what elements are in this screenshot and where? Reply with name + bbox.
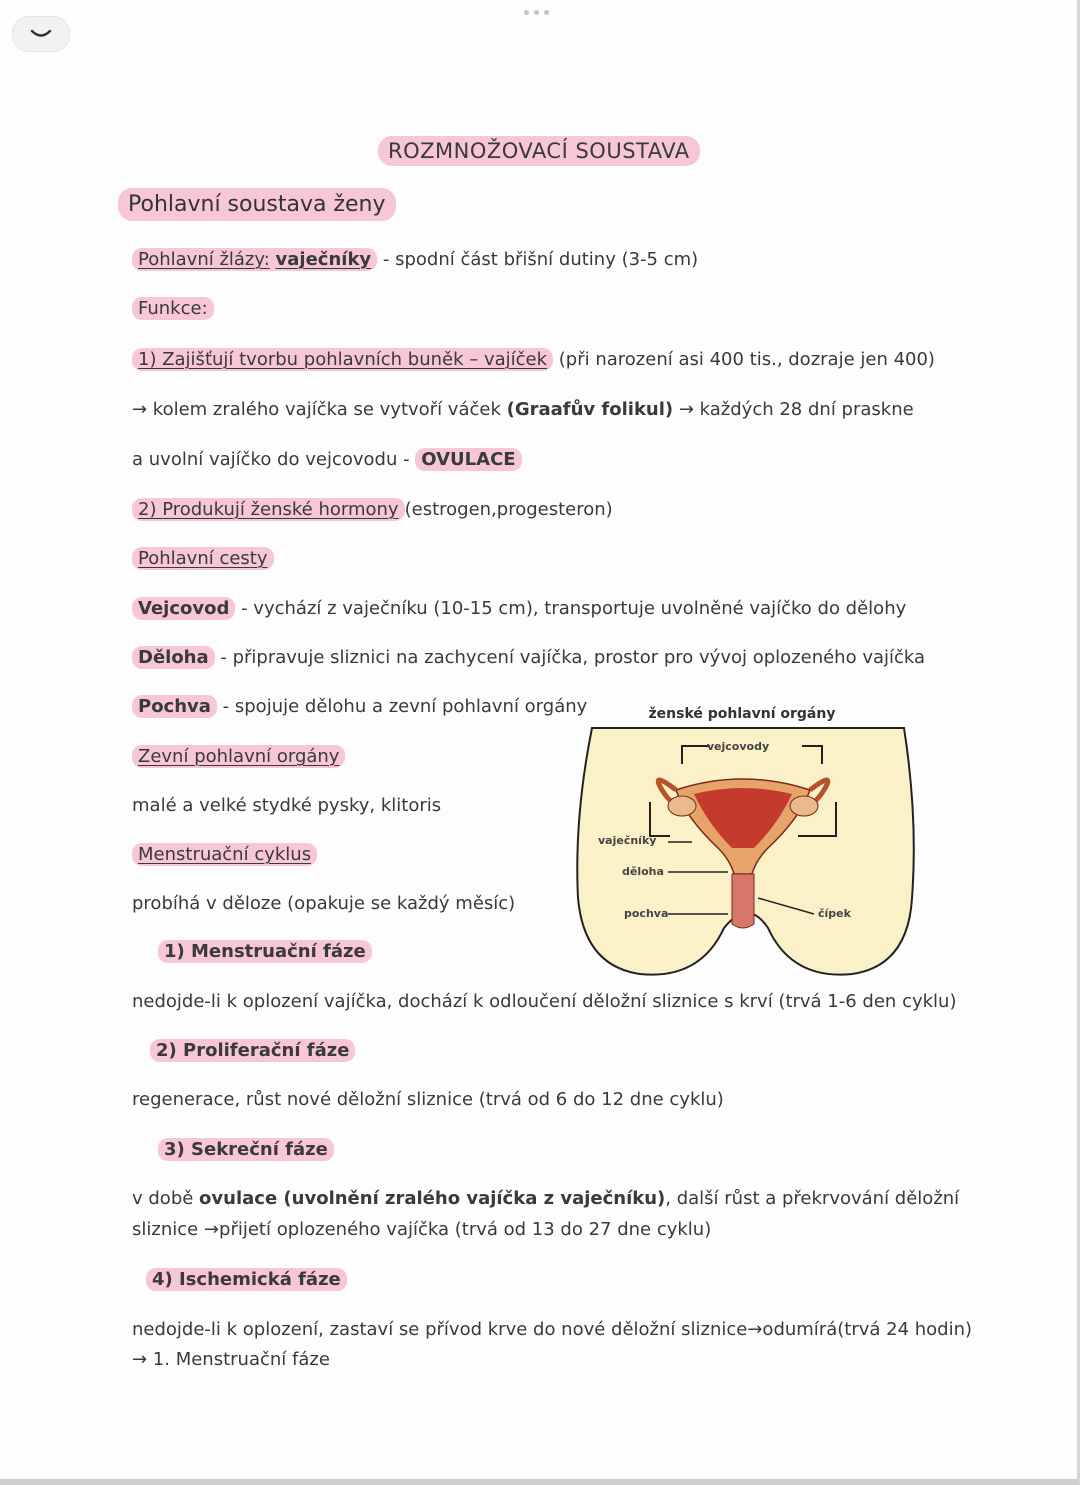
function-2: 2) Produkují ženské hormony (estrogen,progesteron)	[132, 498, 613, 522]
diagram-title: ženské pohlavní orgány	[648, 706, 836, 722]
label-vejcovody: vejcovody	[706, 740, 770, 753]
label-pochva: pochva	[624, 907, 669, 920]
vejcovod-line: Vejcovod - vychází z vaječníku (10-15 cm), transportuje uvolněné vajíčko do dělohy	[132, 597, 906, 621]
label-cipek: čípek	[818, 907, 851, 920]
phase-3-label: 3) Sekreční fáze	[158, 1138, 334, 1162]
label-vajecniky: vaječníky	[598, 834, 657, 847]
chevron-down-icon	[30, 28, 52, 40]
mens-text: probíhá v děloze (opakuje se každý měsíc)	[132, 893, 516, 914]
function-1: 1) Zajišťují tvorbu pohlavních buněk – vajíček (při narození asi 400 tis., dozraje jen 400)	[132, 348, 935, 372]
deloha-line: Děloha - připravuje sliznici na zachycení vajíčka, prostor pro vývoj oplozeného vajíčka	[132, 646, 925, 670]
more-options-dots[interactable]	[524, 10, 549, 15]
phase-2-label: 2) Proliferační fáze	[150, 1039, 355, 1063]
phase-1-label: 1) Menstruační fáze	[158, 940, 372, 964]
section-heading: Pohlavní soustava ženy	[118, 188, 396, 221]
gland-line: Pohlavní žlázy: vaječníky - spodní část břišní dutiny (3-5 cm)	[132, 248, 698, 272]
mens-heading: Menstruační cyklus	[132, 843, 317, 867]
function-1-line3: a uvolní vajíčko do vejcovodu - OVULACE	[132, 448, 522, 472]
phase-1-text: nedojde-li k oplození vajíčka, dochází k odloučení děložní sliznice s krví (trvá 1-6 den cyklu)	[132, 991, 957, 1012]
phase-4-text: nedojde-li k oplození, zastaví se přívod krve do nové děložní sliznice→odumírá(trvá 24 hodin)	[132, 1319, 973, 1340]
phase-3-text: v době ovulace (uvolnění zralého vajíčka z vaječníku), další růst a překrvování děložní	[132, 1188, 960, 1209]
zevni-text: malé a velké stydké pysky, klitoris	[132, 795, 442, 816]
page-title: ROZMNOŽOVACÍ SOUSTAVA	[378, 136, 700, 166]
phase-2-text: regenerace, růst nové děložní sliznice (trvá od 6 do 12 dne cyklu)	[132, 1089, 724, 1110]
back-button[interactable]	[12, 16, 70, 52]
right-ovary	[790, 796, 818, 816]
phase-3-text-2: sliznice →přijetí oplozeného vajíčka (trvá od 13 do 27 dne cyklu)	[132, 1219, 712, 1240]
phase-4-label: 4) Ischemická fáze	[146, 1268, 347, 1292]
reproductive-organs-diagram	[572, 698, 920, 980]
phase-4-text-2: → 1. Menstruační fáze	[132, 1349, 330, 1370]
zevni-heading: Zevní pohlavní orgány	[132, 745, 345, 769]
funkce-label: Funkce:	[132, 297, 214, 321]
pochva-line: Pochva - spojuje dělohu a zevní pohlavní orgány	[132, 695, 587, 719]
cesty-heading: Pohlavní cesty	[132, 547, 274, 571]
label-deloha: děloha	[622, 865, 664, 878]
vagina-shape	[732, 874, 754, 928]
function-1-line2: → kolem zralého vajíčka se vytvoří váček (Graafův folikul) → každých 28 dní praskne	[132, 399, 914, 420]
left-ovary	[668, 796, 696, 816]
